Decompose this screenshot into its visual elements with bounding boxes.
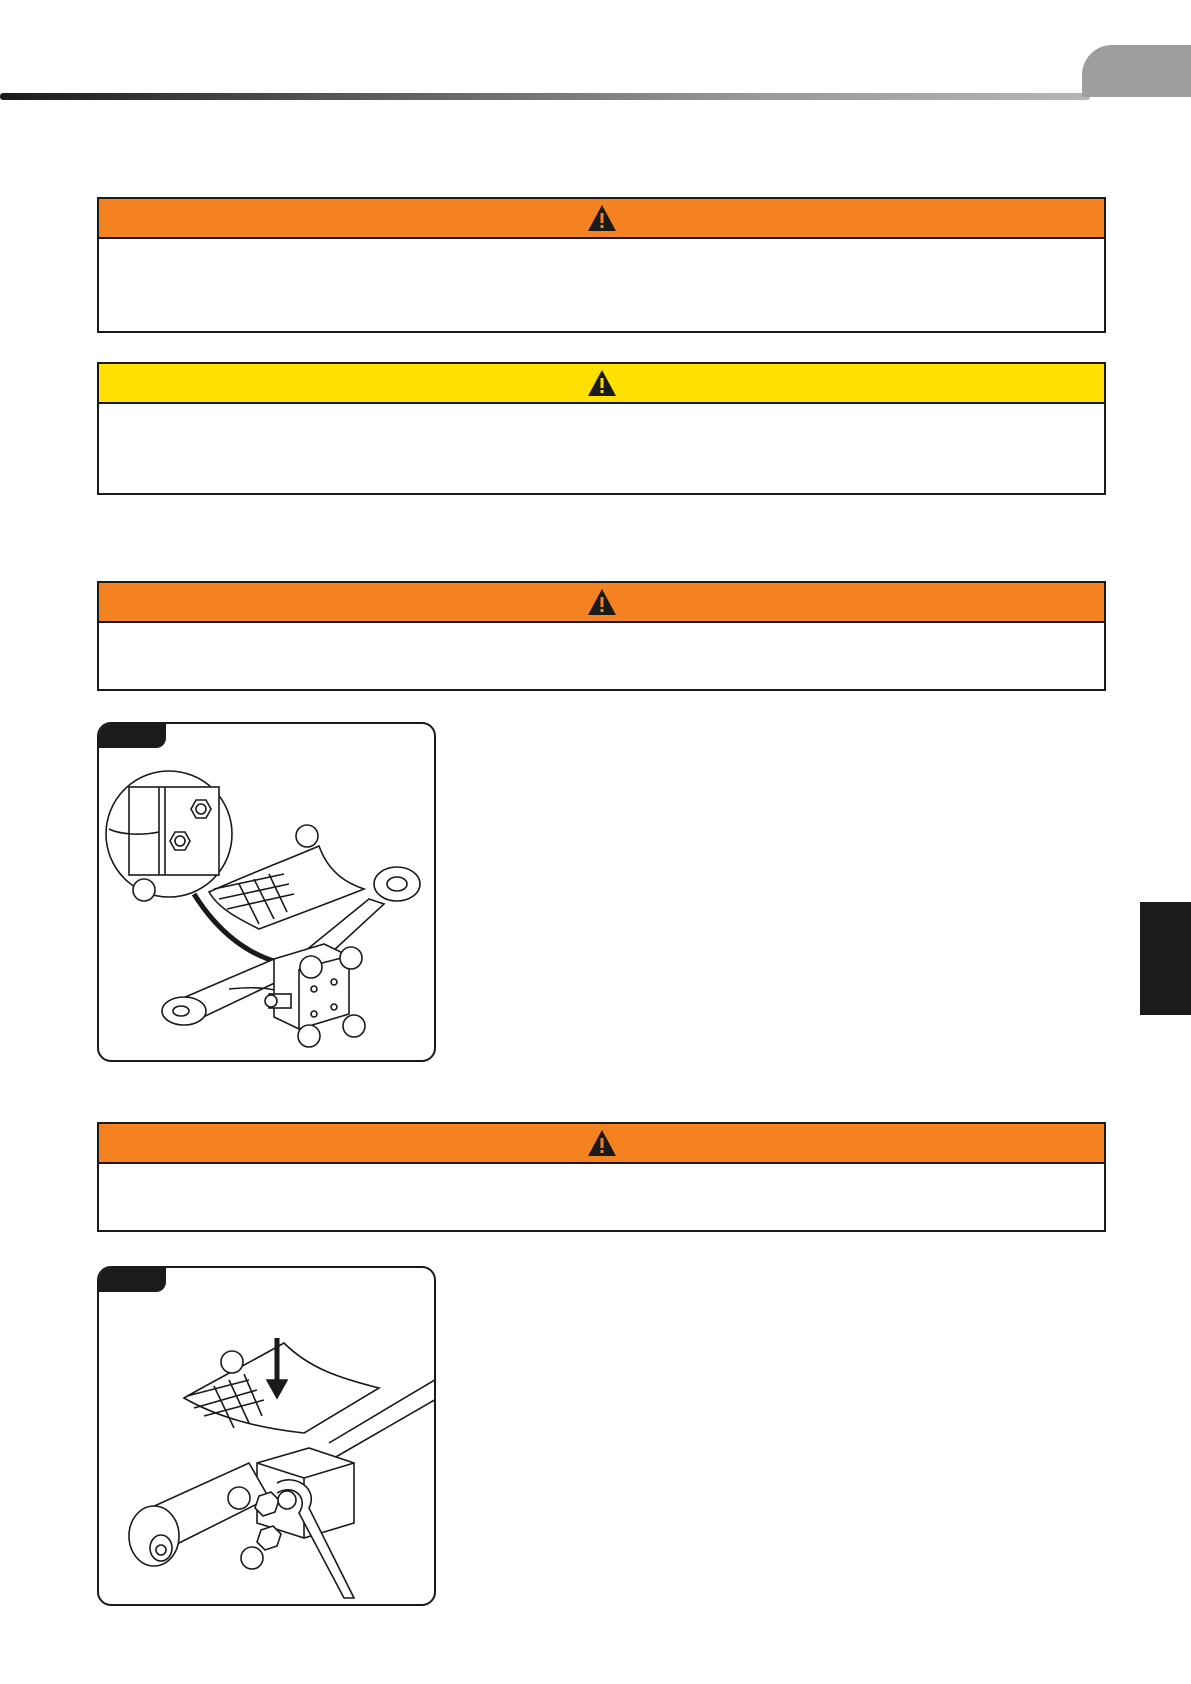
warning-box-header xyxy=(99,199,1104,239)
warning-box-1 xyxy=(97,197,1106,333)
figure-1 xyxy=(97,722,436,1062)
warning-triangle-icon xyxy=(587,204,617,232)
warning-box-header xyxy=(99,1124,1104,1164)
warning-triangle-icon xyxy=(587,588,617,616)
section-side-tab xyxy=(1140,902,1191,1015)
figure-2 xyxy=(97,1266,436,1606)
caution-box xyxy=(97,362,1106,495)
header-tab xyxy=(1082,45,1191,97)
warning-triangle-icon xyxy=(587,369,617,397)
hydraulic-cylinder-bleed-illustration xyxy=(99,724,436,1062)
header-rule xyxy=(0,93,1090,100)
warning-box-3 xyxy=(97,1122,1106,1232)
wrench-tightening-valve-illustration xyxy=(99,1268,436,1606)
warning-box-2 xyxy=(97,581,1106,691)
warning-box-header xyxy=(99,583,1104,623)
warning-triangle-icon xyxy=(587,1129,617,1157)
caution-box-header xyxy=(99,364,1104,404)
